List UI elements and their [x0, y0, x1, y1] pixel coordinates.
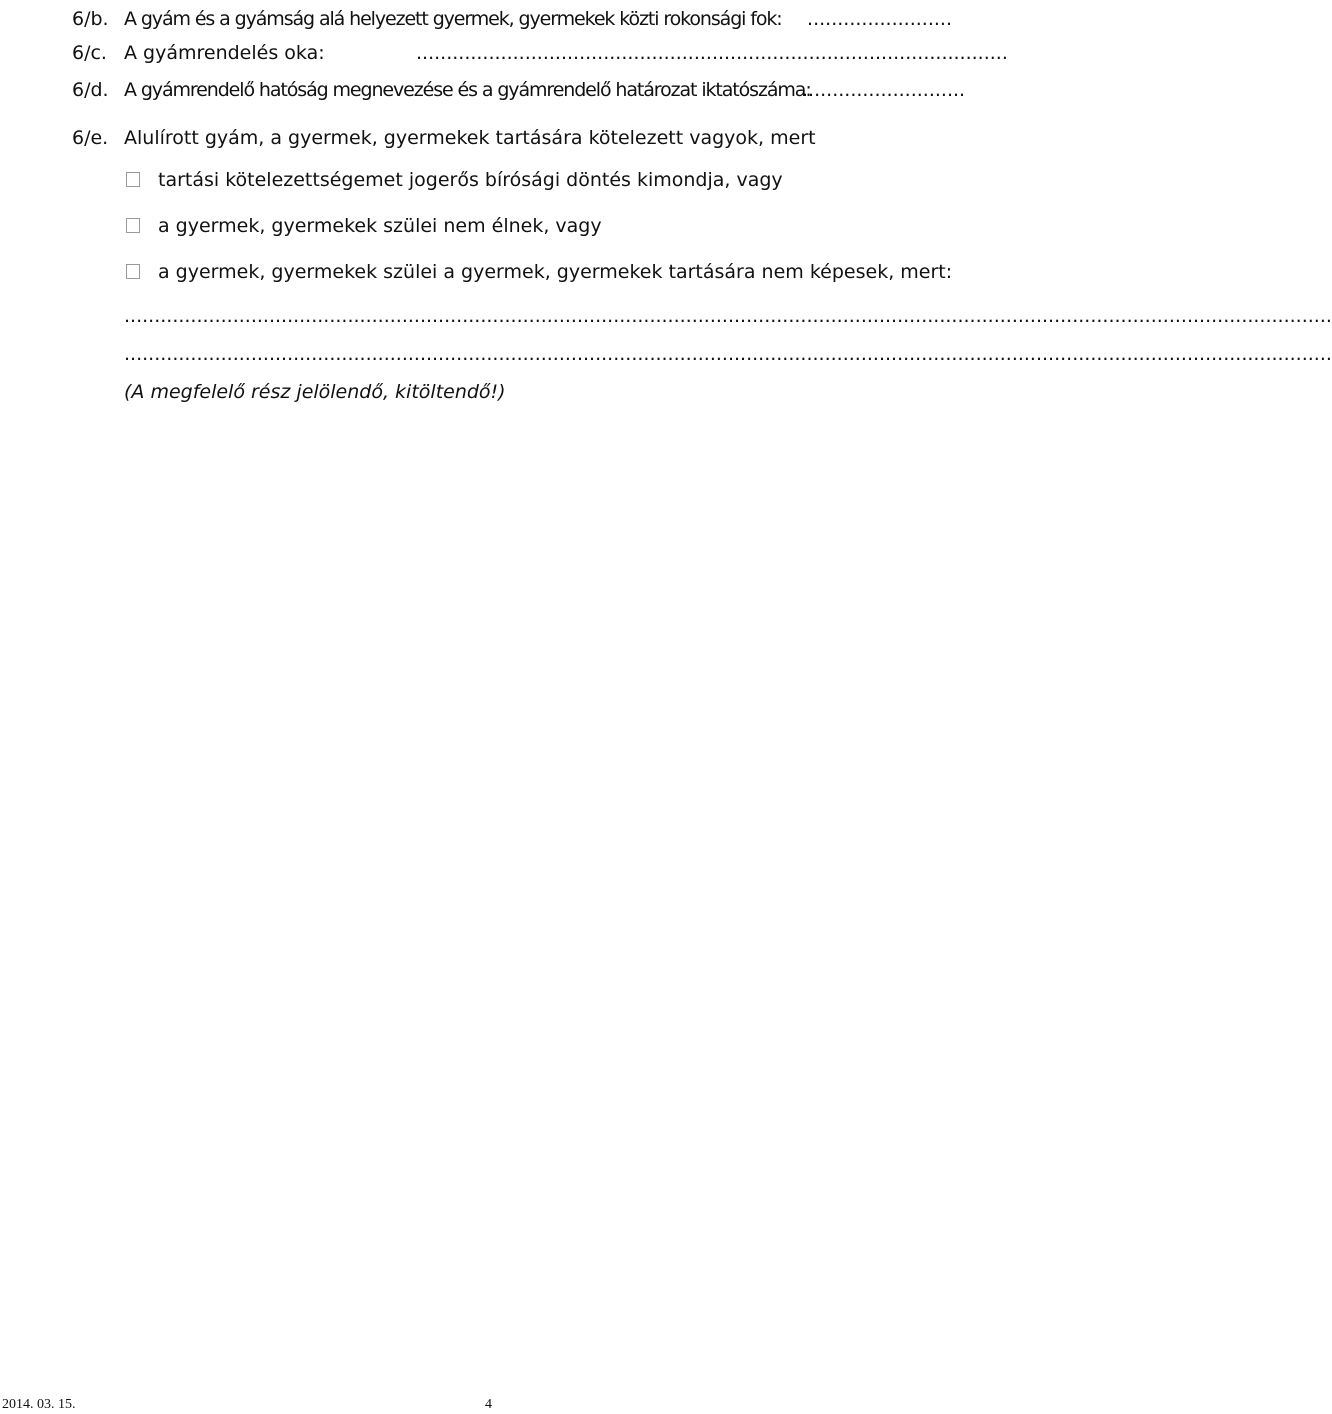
item-6d	[72, 78, 966, 102]
item-number: 6/c.	[72, 42, 107, 64]
item-number: 6/d.	[72, 79, 109, 101]
option-text: tartási kötelezettségemet jogerős bírósági döntés kimondja, vagy	[158, 169, 783, 191]
fill-in-dots: ........................	[807, 8, 952, 30]
item-text: Alulírott gyám, a gyermek, gyermekek tartására kötelezett vagyok, mert	[124, 127, 816, 149]
item-6e	[72, 126, 952, 150]
item-text: A gyám és a gyámság alá helyezett gyermek, gyermekek közti rokonsági fok:	[124, 8, 782, 30]
fill-in-line: ........................................................................................................................................................................................................	[124, 305, 1332, 327]
checkbox[interactable]	[126, 172, 140, 187]
option-text: a gyermek, gyermekek szülei a gyermek, gyermekek tartására nem képesek, mert:	[158, 261, 953, 283]
item-6c	[72, 41, 1008, 65]
footer-page-number: 4	[485, 1397, 492, 1412]
footer-date: 2014. 03. 15.	[2, 1397, 76, 1412]
item-6b	[72, 7, 952, 31]
fill-in-dots: ..................................................................................................	[416, 42, 1008, 64]
option-text: a gyermek, gyermekek szülei nem élnek, vagy	[158, 215, 602, 237]
item-number: 6/e.	[72, 127, 109, 149]
fill-in-dots: ...........................	[802, 79, 966, 101]
item-text: A gyámrendelés oka:	[124, 42, 325, 64]
item-number: 6/b.	[72, 8, 109, 30]
fill-in-line: ........................................................................................................................................................................................................	[124, 343, 1332, 365]
item-text: A gyámrendelő hatóság megnevezése és a gyámrendelő határozat iktatószáma:	[124, 79, 811, 101]
instruction-note: (A megfelelő rész jelölendő, kitöltendő!)	[124, 381, 506, 403]
checkbox[interactable]	[126, 264, 140, 279]
checkbox[interactable]	[126, 218, 140, 233]
